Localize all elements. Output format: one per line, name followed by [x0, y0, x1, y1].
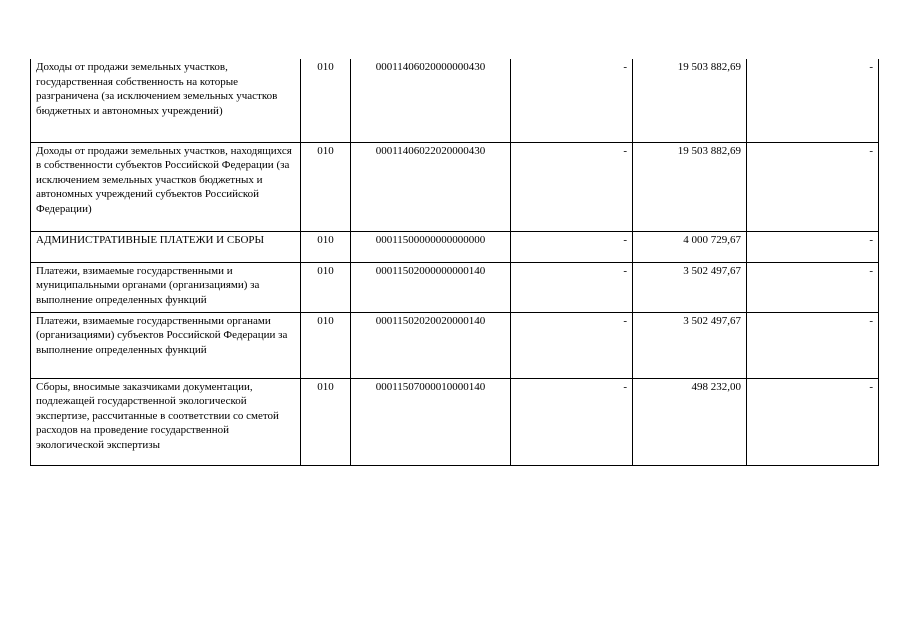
table-row	[31, 231, 879, 262]
row-not-executed: -	[747, 312, 879, 378]
row-kbk: 00011500000000000000	[351, 231, 511, 262]
row-plan: -	[511, 142, 633, 231]
row-kbk: 00011507000010000140	[351, 378, 511, 465]
row-plan: -	[511, 231, 633, 262]
row-not-executed: -	[747, 231, 879, 262]
row-not-executed: -	[747, 142, 879, 231]
row-name: АДМИНИСТРАТИВНЫЕ ПЛАТЕЖИ И СБОРЫ	[31, 231, 301, 262]
row-code: 010	[301, 231, 351, 262]
row-plan: -	[511, 262, 633, 312]
row-name: Платежи, взимаемые государственными органами (организациями) субъектов Российской Федерации за выполнение определенных функций	[31, 312, 301, 378]
table-row	[31, 378, 879, 465]
row-executed: 498 232,00	[633, 378, 747, 465]
row-not-executed: -	[747, 378, 879, 465]
row-code: 010	[301, 312, 351, 378]
table-row	[31, 59, 879, 142]
table-row	[31, 312, 879, 378]
row-code: 010	[301, 59, 351, 142]
row-code: 010	[301, 142, 351, 231]
row-executed: 4 000 729,67	[633, 231, 747, 262]
row-executed: 19 503 882,69	[633, 59, 747, 142]
row-plan: -	[511, 59, 633, 142]
row-not-executed: -	[747, 59, 879, 142]
row-name: Доходы от продажи земельных участков, государственная собственность на которые разграничена (за исключением земельных участков бюджетных и автономных учреждений)	[31, 59, 301, 142]
row-plan: -	[511, 312, 633, 378]
row-name: Доходы от продажи земельных участков, находящихся в собственности субъектов Российской Федерации (за исключением земельных участков бюджетных и автономных учреждений субъектов Российской Федерации)	[31, 142, 301, 231]
revenue-table	[30, 59, 879, 466]
row-code: 010	[301, 262, 351, 312]
row-not-executed: -	[747, 262, 879, 312]
table-row	[31, 262, 879, 312]
row-name: Сборы, вносимые заказчиками документации, подлежащей государственной экологической экспертизе, рассчитанные в соответствии со сметой расходов на проведение государственной экологической экспертизы	[31, 378, 301, 465]
row-executed: 19 503 882,69	[633, 142, 747, 231]
table-row	[31, 142, 879, 231]
row-kbk: 00011406022020000430	[351, 142, 511, 231]
row-plan: -	[511, 378, 633, 465]
row-executed: 3 502 497,67	[633, 262, 747, 312]
row-code: 010	[301, 378, 351, 465]
row-kbk: 00011502000000000140	[351, 262, 511, 312]
row-kbk: 00011502020020000140	[351, 312, 511, 378]
row-executed: 3 502 497,67	[633, 312, 747, 378]
row-kbk: 00011406020000000430	[351, 59, 511, 142]
row-name: Платежи, взимаемые государственными и муниципальными органами (организациями) за выполнение определенных функций	[31, 262, 301, 312]
